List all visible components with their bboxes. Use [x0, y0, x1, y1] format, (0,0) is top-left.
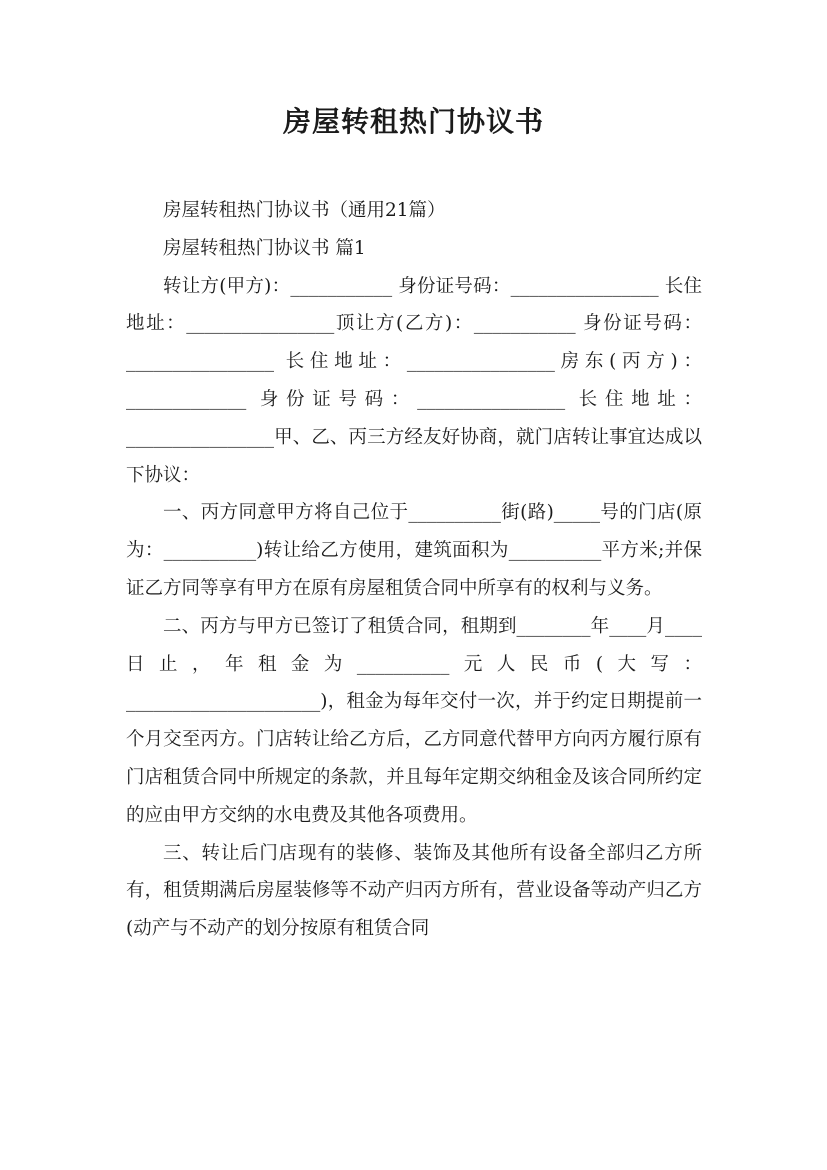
document-title: 房屋转租热门协议书 [282, 105, 544, 138]
intro-paragraph: 房屋转租热门协议书（通用21篇） [163, 200, 446, 221]
clause-1-paragraph: 一、丙方同意甲方将自己位于__________街(路)_____号的门店(原为：__________)转让给乙方使用，建筑面积为__________平方米;并保证乙方同等享有甲方在原有房屋租赁合同中所享有的权利与义务。 [126, 502, 702, 599]
clause-3-paragraph: 三、转让后门店现有的装修、装饰及其他所有设备全部归乙方所有，租赁期满后房屋装修等不动产归丙方所有，营业设备等动产归乙方(动产与不动产的划分按原有租赁合同 [126, 842, 702, 940]
clause-2-paragraph: 二、丙方与甲方已签订了租赁合同，租期到________年____月____日止，年租金为__________元人民币(大写：_____________________)，租金为每年交付一次，并于约定日期提前一个月交至丙方。门店转让给乙方后，乙方同意代替甲方向丙方履行原有门店租赁合同中所规定的条款，并且每年定期交纳租金及该合同所约定的应由甲方交纳的水电费及其他各项费用。 [126, 615, 702, 826]
parties-paragraph: 转让方(甲方)：___________ 身份证号码：________________ 长住地址：________________顶让方(乙方)：___________ 身份证号码：________________ 长住地址：________________房东(丙方)：_____________ 身份证号码：________________ 长住地址：________________甲、乙、丙三方经友好协商，就门店转让事宜达成以下协议： [126, 275, 702, 486]
document-body [126, 192, 702, 948]
section-heading: 房屋转租热门协议书 篇1 [163, 237, 366, 259]
